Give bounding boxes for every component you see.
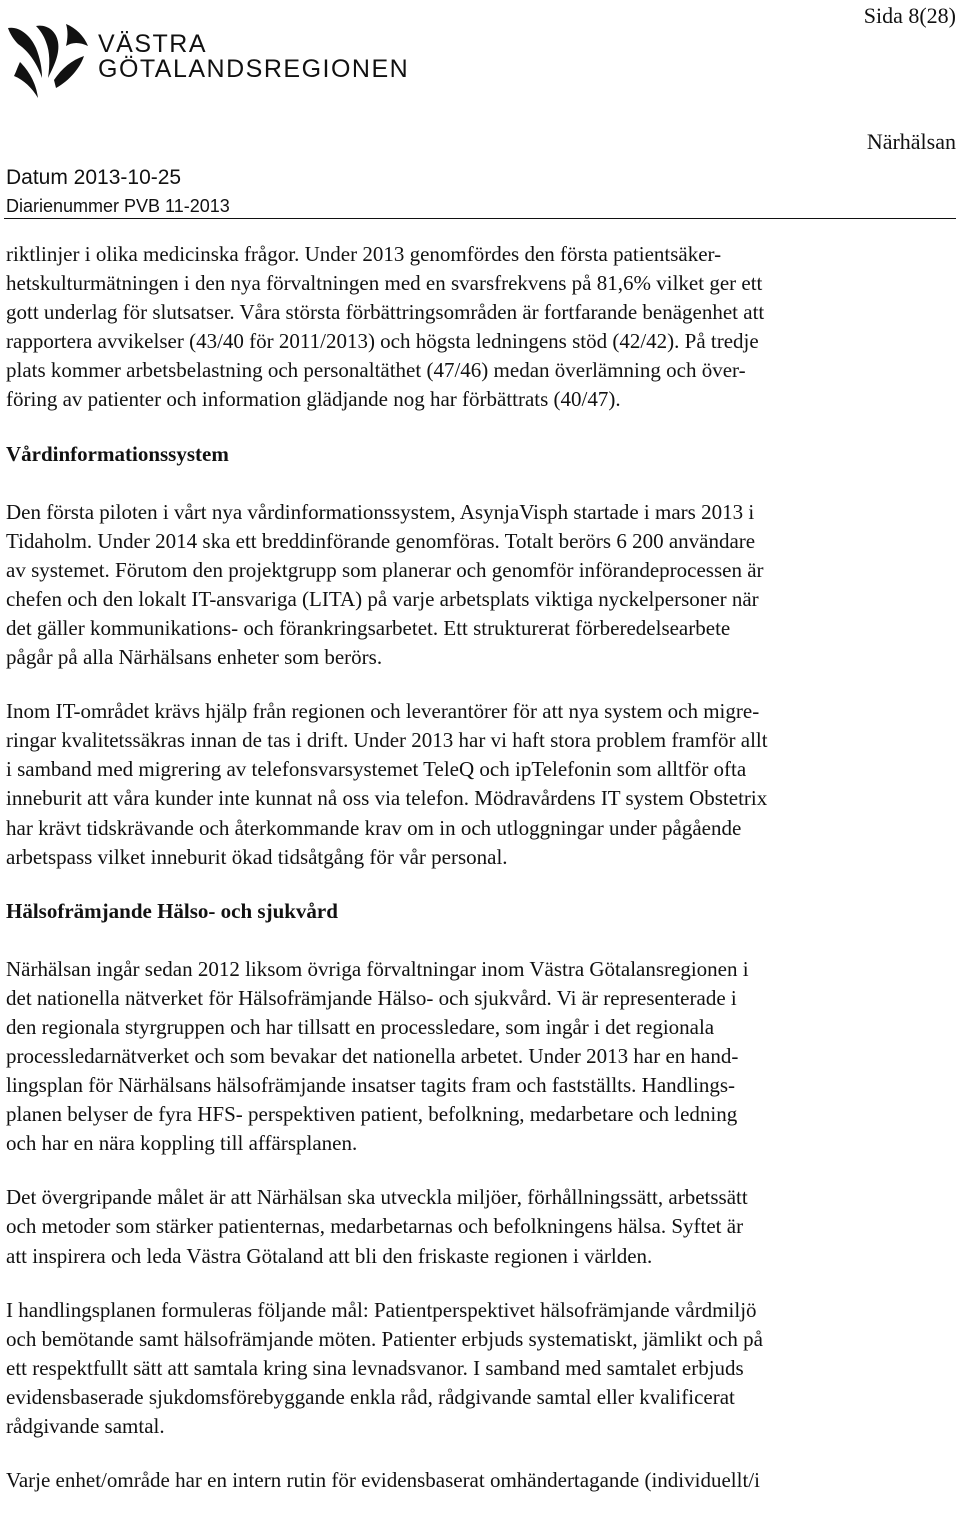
header-divider xyxy=(4,218,956,219)
vastra-gotalandsregionen-logo xyxy=(6,22,410,102)
paragraph-patient-safety xyxy=(6,240,952,415)
diary-number: Diarienummer PVB 11-2013 xyxy=(6,196,230,216)
text-line: arbetspass vilket inneburit ökad tidsåtgång för vår personal. xyxy=(6,844,508,869)
text-line: gott underlag för slutsatser. Våra största förbättringsområden är fortfarande benägenhet att xyxy=(6,300,765,325)
text-line: att inspirera och leda Västra Götaland att bli den friskaste regionen i världen. xyxy=(6,1243,653,1268)
text-line: I handlingsplanen formuleras följande mål: Patientperspektivet hälsofrämjande vårdmiljö xyxy=(6,1297,757,1322)
paragraph-pilot xyxy=(6,498,952,673)
text-line: lingsplan för Närhälsans hälsofrämjande insatser tagits fram och fastställts. Handlings- xyxy=(6,1073,735,1098)
text-line: chefen och den lokalt IT-ansvariga (LITA) på varje arbetsplats viktiga nyckelpersoner när xyxy=(6,586,759,611)
text-line: Varje enhet/område har en intern rutin för evidensbaserat omhändertagande (individuellt/i xyxy=(6,1468,760,1493)
text-line: i samband med migrering av telefonsvarsystemet TeleQ och ipTelefonin som alltför ofta xyxy=(6,757,747,782)
page-number: Sida 8(28) xyxy=(863,3,956,28)
text-line: processledarnätverket och som bevakar det nationella arbetet. Under 2013 har en hand- xyxy=(6,1043,739,1068)
paragraph-network xyxy=(6,955,952,1159)
text-line: och metoder som stärker patienternas, medarbetarnas och befolkningens hälsa. Syftet är xyxy=(6,1214,744,1239)
text-line: det nationella nätverket för Hälsofrämjande Hälso- och sjukvård. Vi är representerade i xyxy=(6,985,737,1010)
region-emblem-icon xyxy=(6,22,90,102)
text-line: föring av patienter och information glädjande nog har förbättrats (40/47). xyxy=(6,387,621,412)
paragraph-action-plan xyxy=(6,1296,952,1441)
text-line: evidensbaserade sjukdomsförebyggande enkla råd, rådgivande samtal eller kvalificerat xyxy=(6,1384,735,1409)
document-date: Datum 2013-10-25 xyxy=(6,166,182,189)
text-line: hetskulturmätningen i den nya förvaltningen med en svarsfrekvens på 81,6% vilket ger ett xyxy=(6,271,763,296)
logo-line-1: VÄSTRA xyxy=(98,30,208,58)
text-line: planen belyser de fyra HFS- perspektiven patient, befolkning, medarbetare och ledning xyxy=(6,1102,738,1127)
text-line: rådgivande samtal. xyxy=(6,1414,165,1438)
document-body xyxy=(6,240,952,1495)
unit-name: Närhälsan xyxy=(866,129,956,154)
text-line: den regionala styrgruppen och har tillsatt en processledare, som ingår i det regionala xyxy=(6,1014,715,1039)
text-line: Tidaholm. Under 2014 ska ett breddinförande genomföras. Totalt berörs 6 200 användare xyxy=(6,528,756,553)
heading-vardinformationssystem: Vårdinformationssystem xyxy=(6,441,229,466)
text-line: och bemötande samt hälsofrämjande möten. Patienter erbjuds systematiskt, jämlikt och på xyxy=(6,1326,763,1351)
logo-wordmark xyxy=(98,32,409,82)
text-line: ett respektfullt sätt att samtala kring sina levnadsvanor. I samband med samtalet erbjuds xyxy=(6,1355,744,1380)
text-line: Inom IT-området krävs hjälp från regionen och leverantörer för att nya system och migre- xyxy=(6,699,760,724)
text-line: Den första piloten i vårt nya vårdinformationssystem, AsynjaVisph startade i mars 2013 i xyxy=(6,499,755,524)
text-line: av systemet. Förutom den projektgrupp som planerar och genomför införandeprocessen är xyxy=(6,557,764,582)
heading-halsoframjande: Hälsofrämjande Hälso- och sjukvård xyxy=(6,898,338,923)
paragraph-it-area xyxy=(6,697,952,872)
text-line: det gäller kommunikations- och förankringsarbetet. Ett strukturerat förberedelsearbete xyxy=(6,615,731,640)
text-line: ringar kvalitetssäkras innan de tas i drift. Under 2013 har vi haft stora problem framför allt xyxy=(6,728,768,753)
text-line: inneburit att våra kunder inte kunnat nå oss via telefon. Mödravårdens IT system Obstetrix xyxy=(6,786,768,811)
text-line: har krävt tidskrävande och återkommande krav om in och utloggningar under pågående xyxy=(6,815,742,840)
text-line: Det övergripande målet är att Närhälsan ska utveckla miljöer, förhållningssätt, arbetssätt xyxy=(6,1185,748,1210)
paragraph-routine xyxy=(6,1466,952,1495)
text-line: och har en nära koppling till affärsplanen. xyxy=(6,1131,358,1156)
text-line: riktlinjer i olika medicinska frågor. Under 2013 genomfördes den första patientsäker- xyxy=(6,242,722,266)
paragraph-goal xyxy=(6,1183,952,1270)
text-line: plats kommer arbetsbelastning och personaltäthet (47/46) medan överlämning och över- xyxy=(6,358,746,383)
logo-line-2: GÖTALANDSREGIONEN xyxy=(98,55,410,83)
text-line: Närhälsan ingår sedan 2012 liksom övriga förvaltningar inom Västra Götalansregionen i xyxy=(6,956,749,981)
text-line: rapportera avvikelser (43/40 för 2011/2013) och högsta ledningens stöd (42/42). På tredje xyxy=(6,329,759,354)
text-line: pågår på alla Närhälsans enheter som berörs. xyxy=(6,645,383,670)
